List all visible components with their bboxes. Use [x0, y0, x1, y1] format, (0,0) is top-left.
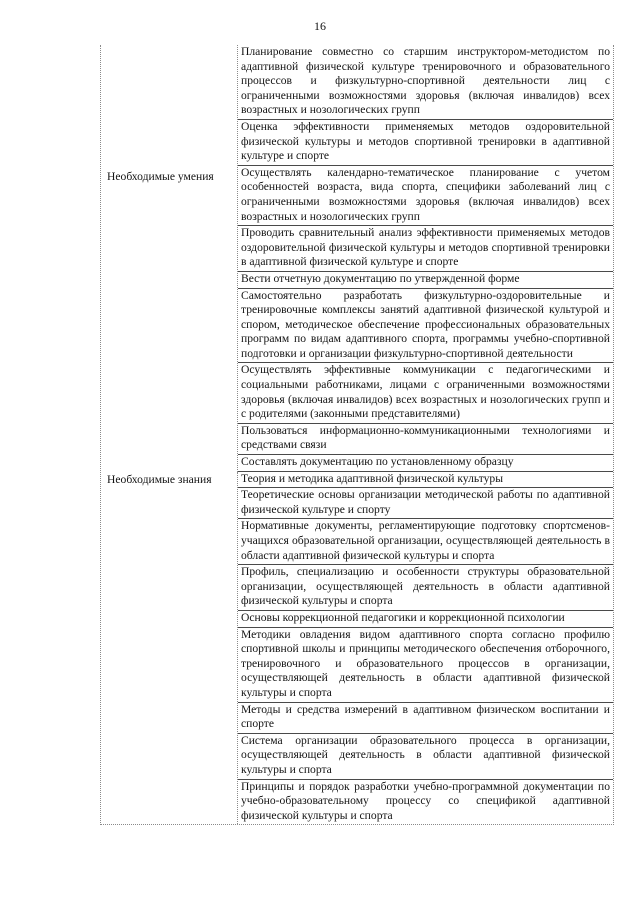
knowledge-item: Профиль, специализацию и особенности структуры образовательной организации, осуществляющей деятельность в области адаптивной физической культуры и спорта	[238, 565, 613, 611]
knowledge-item: Методы и средства измерений в адаптивном физическом воспитании и спорте	[238, 703, 613, 734]
skill-item: Самостоятельно разработать физкультурно-оздоровительные и тренировочные комплексы занятий адаптивной физической культурой и спором, методическое обеспечение профессиональных образовательных программ по видам адаптивного спорта, программы учебно-спортивной подготовки и организации физкультурно-спортивной деятельности	[238, 289, 613, 364]
knowledge-item: Нормативные документы, регламентирующие подготовку спортсменов-учащихся образовательной организации, осуществляющей деятельность в области адаптивной физической культуры и спорта	[238, 519, 613, 565]
skills-label: Необходимые умения	[107, 170, 214, 183]
requirements-table	[100, 45, 614, 825]
skills-list	[238, 45, 613, 472]
skill-item: Пользоваться информационно-коммуникационными технологиями и средствами связи	[238, 424, 613, 455]
skill-item: Проводить сравнительный анализ эффективности применяемых методов оздоровительной физической культуры и методов спортивной тренировки в адаптивной физической культуре и спорте	[238, 226, 613, 272]
knowledge-item: Принципы и порядок разработки учебно-программной документации по учебно-образовательному процессу со спецификой адаптивной физической культуры и спорта	[241, 779, 610, 822]
knowledge-item: Методики овладения видом адаптивного спорта согласно профилю спортивной школы и принципы методического обеспечения отборочного, тренировочного и образовательного процессов в организации, осуществляющей деятельность в области адаптивной физической культуры и спорта	[238, 628, 613, 703]
skill-item: Вести отчетную документацию по утвержденной форме	[238, 272, 613, 289]
skills-section	[101, 45, 613, 472]
knowledge-section	[101, 472, 613, 825]
knowledge-list	[238, 472, 613, 825]
skill-item: Составлять документацию по установленному образцу	[238, 455, 613, 472]
skills-label-cell	[101, 45, 238, 472]
skill-item: Оценка эффективности применяемых методов оздоровительной физической культуры и методов спортивной тренировки в адаптивной культуре и спорте	[238, 120, 613, 166]
skill-item: Осуществлять календарно-тематическое планирование с учетом особенностей возраста, вида спорта, специфики заболеваний лиц с ограниченными возможностями здоровья (включая инвалидов) всех возрастных и нозологических групп	[238, 166, 613, 226]
skill-item: Осуществлять эффективные коммуникации с педагогическими и социальными работниками, лицами с ограниченными возможностями здоровья (включая инвалидов) всех возрастных и нозологических групп и с родителями (законными представителями)	[238, 363, 613, 423]
knowledge-item: Теоретические основы организации методической работы по адаптивной физической культуре и спорту	[238, 488, 613, 519]
knowledge-label: Необходимые знания	[107, 472, 212, 486]
knowledge-label-cell	[101, 472, 238, 825]
page-number: 16	[314, 19, 326, 33]
knowledge-item: Основы коррекционной педагогики и коррекционной психологии	[238, 611, 613, 628]
knowledge-item: Система организации образовательного процесса в организации, осуществляющей деятельность в области адаптивной физической культуры и спорта	[238, 734, 613, 780]
knowledge-item: Теория и методика адаптивной физической культуры	[238, 472, 613, 489]
skill-item: Планирование совместно со старшим инструктором-методистом по адаптивной физической культуре тренировочного и образовательного процессов и физкультурно-спортивной деятельности лиц с ограниченными возможностями здоровья (включая инвалидов) всех возрастных и нозологических групп	[238, 45, 613, 120]
